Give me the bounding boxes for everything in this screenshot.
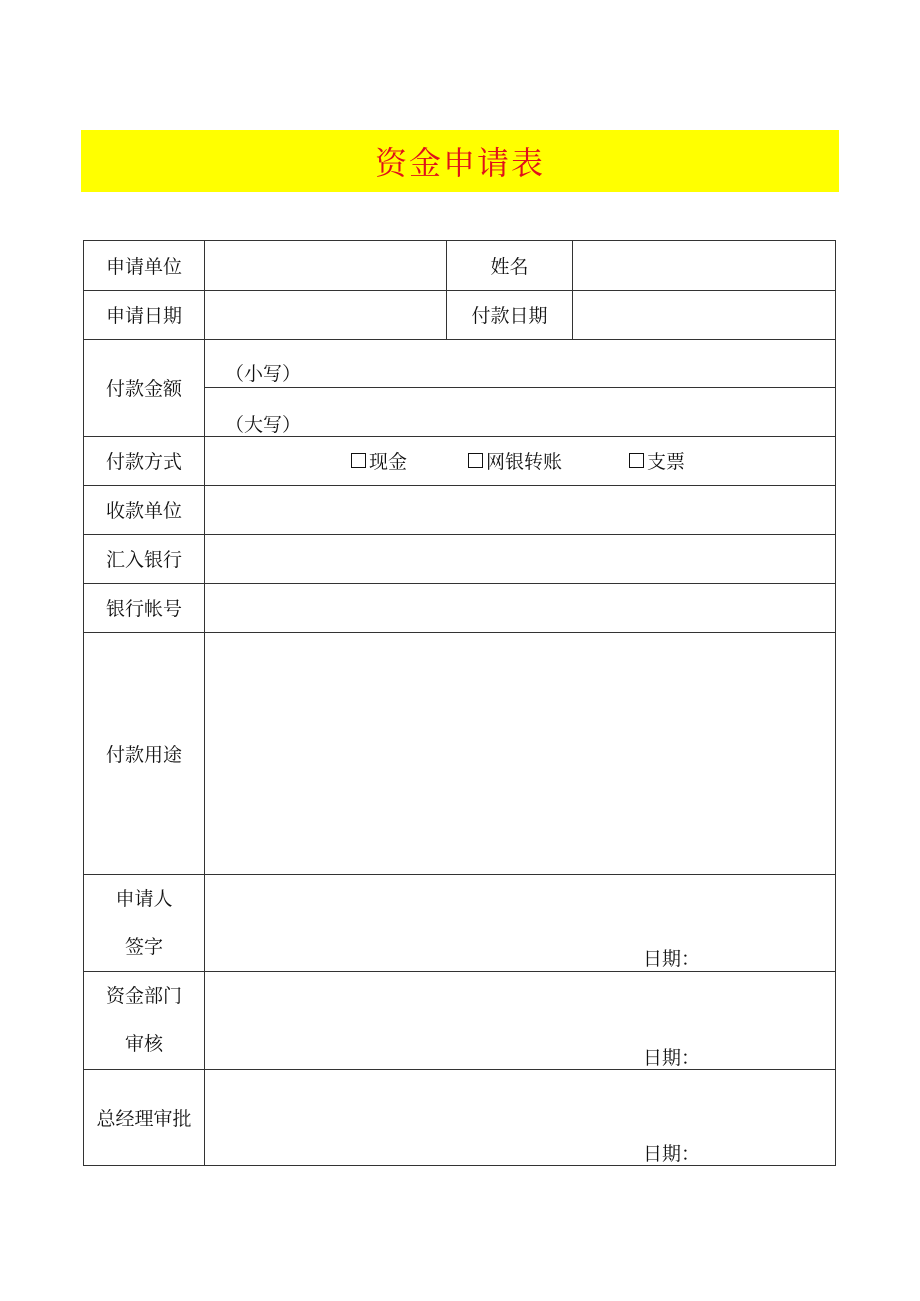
apply-date-field[interactable] xyxy=(205,290,446,339)
application-form xyxy=(83,240,836,1166)
amount-label: 付款金额 xyxy=(105,378,182,400)
applicant-sign-date-label: 日期： xyxy=(643,948,701,970)
applicant-sign-label-line2: 签字 xyxy=(124,935,163,958)
finance-review-field[interactable] xyxy=(205,971,835,1069)
gm-approval-field[interactable] xyxy=(205,1069,835,1165)
amount-upper-label: （大写） xyxy=(225,414,302,436)
bank-account-label: 银行帐号 xyxy=(105,598,182,620)
payment-method-label: 付款方式 xyxy=(105,451,182,473)
applicant-unit-field[interactable] xyxy=(205,241,446,290)
purpose-field[interactable] xyxy=(205,632,835,874)
title-banner xyxy=(81,130,839,192)
amount-upper-field[interactable] xyxy=(205,388,835,436)
finance-review-label xyxy=(84,971,204,1069)
option-online-transfer[interactable] xyxy=(468,436,562,485)
amount-lower-label: （小写） xyxy=(225,363,302,385)
applicant-sign-field[interactable] xyxy=(205,874,835,971)
payee-unit-label: 收款单位 xyxy=(105,500,182,522)
option-cash[interactable] xyxy=(351,436,407,485)
payment-method-options xyxy=(205,436,835,485)
apply-date-label: 申请日期 xyxy=(105,305,182,327)
finance-review-label-line1: 资金部门 xyxy=(105,985,182,1007)
gm-approval-date-label: 日期： xyxy=(643,1143,701,1165)
name-label: 姓名 xyxy=(490,256,529,278)
applicant-unit-label: 申请单位 xyxy=(105,256,182,278)
finance-review-date-label: 日期： xyxy=(643,1047,701,1069)
option-cheque[interactable] xyxy=(629,436,685,485)
receiving-bank-label: 汇入银行 xyxy=(105,549,182,571)
payment-date-field[interactable] xyxy=(573,290,835,339)
applicant-sign-label-line1: 申请人 xyxy=(115,887,173,910)
receiving-bank-field[interactable] xyxy=(205,534,835,583)
payee-unit-field[interactable] xyxy=(205,485,835,534)
option-cheque-label: 支票 xyxy=(647,451,686,473)
amount-lower-field[interactable] xyxy=(205,339,835,387)
page-title: 资金申请表 xyxy=(374,144,545,182)
online-transfer-checkbox[interactable] xyxy=(468,453,483,468)
option-online-transfer-label: 网银转账 xyxy=(486,451,563,473)
applicant-sign-label xyxy=(84,874,204,971)
option-cash-label: 现金 xyxy=(369,451,408,473)
cash-checkbox[interactable] xyxy=(351,453,366,468)
cheque-checkbox[interactable] xyxy=(629,453,644,468)
payment-date-label: 付款日期 xyxy=(471,305,548,327)
gm-approval-label: 总经理审批 xyxy=(96,1107,192,1130)
name-field[interactable] xyxy=(573,241,835,290)
bank-account-field[interactable] xyxy=(205,583,835,632)
finance-review-label-line2: 审核 xyxy=(124,1033,163,1055)
purpose-label: 付款用途 xyxy=(105,743,182,766)
